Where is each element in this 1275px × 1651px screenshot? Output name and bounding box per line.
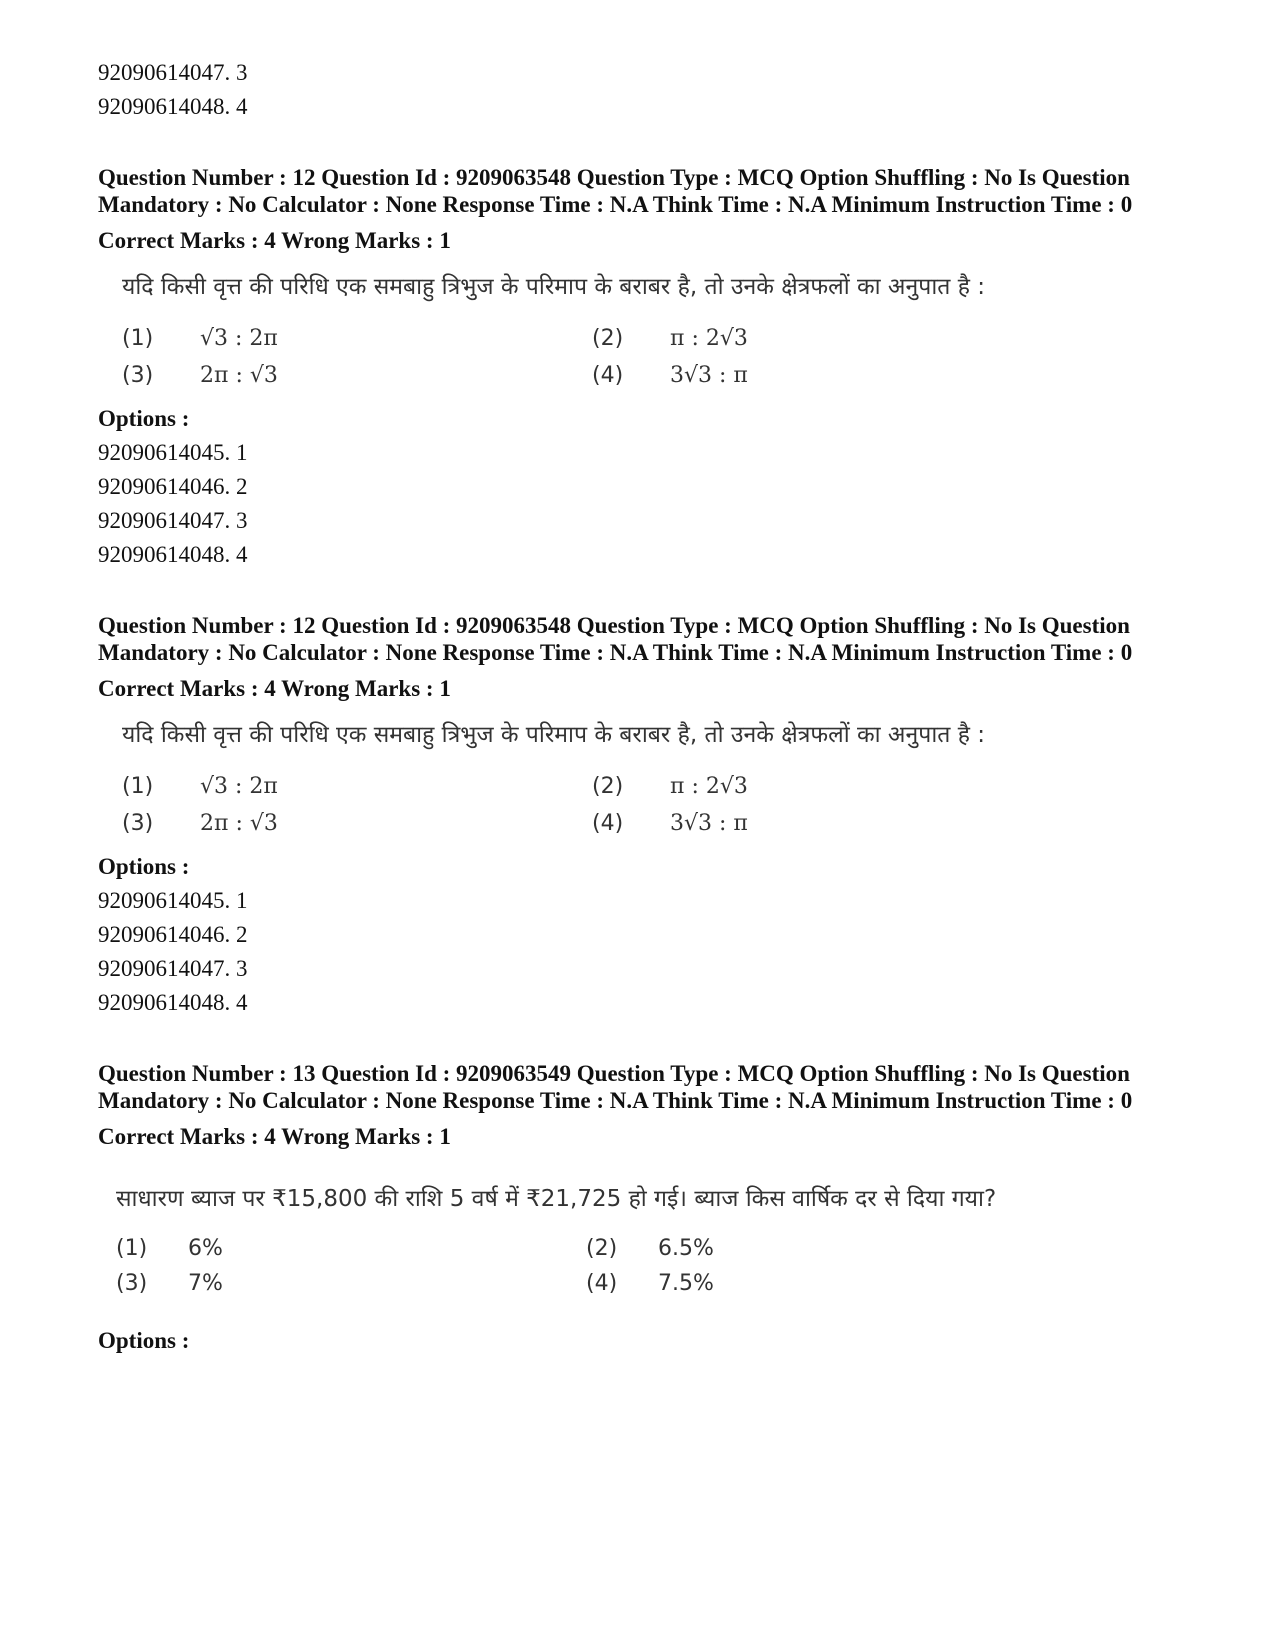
choice-value: 7% <box>188 1271 223 1296</box>
question-meta: Question Number : 12 Question Id : 9209063548 Question Type : MCQ Option Shuffling : No Is Question Mandatory : No Calculator : None Response Time : N.A Think Time : N.A Minimum Instruction Time : 0 <box>98 613 1133 665</box>
document-page <box>98 56 1188 1358</box>
option-line: 92090614047. 3 <box>98 60 248 85</box>
options-heading: Options : <box>98 854 190 879</box>
choices-grid <box>116 1236 1188 1296</box>
question-content <box>116 1182 1188 1296</box>
question-marks: Correct Marks : 4 Wrong Marks : 1 <box>98 676 451 701</box>
choice <box>122 363 592 388</box>
option-line: 92090614045. 1 <box>98 888 248 913</box>
question-meta: Question Number : 12 Question Id : 9209063548 Question Type : MCQ Option Shuffling : No Is Question Mandatory : No Calculator : None Response Time : N.A Think Time : N.A Minimum Instruction Time : 0 <box>98 165 1133 217</box>
choice-number: (2) <box>592 774 624 799</box>
choice-number: (4) <box>586 1271 618 1296</box>
choice-number: (3) <box>116 1271 148 1296</box>
options-heading: Options : <box>98 1328 190 1353</box>
choice-number: (4) <box>592 363 624 388</box>
question-marks: Correct Marks : 4 Wrong Marks : 1 <box>98 1124 451 1149</box>
choice-value: √3 : 2π <box>200 774 278 799</box>
choice-value: 3√3 : π <box>670 363 748 388</box>
choice <box>586 1236 986 1261</box>
option-line: 92090614048. 4 <box>98 542 248 567</box>
choice <box>122 326 592 351</box>
choice-number: (1) <box>116 1236 148 1261</box>
question-content <box>122 718 1188 836</box>
options-heading: Options : <box>98 406 190 431</box>
option-line: 92090614047. 3 <box>98 508 248 533</box>
question-block <box>98 164 1188 572</box>
question-text: यदि किसी वृत्त की परिधि एक समबाहु त्रिभुज के परिमाप के बराबर है, तो उनके क्षेत्रफलों का अनुपात है : <box>122 274 985 300</box>
choice <box>592 774 992 799</box>
choice-value: π : 2√3 <box>670 326 748 351</box>
choice <box>586 1271 986 1296</box>
choices-grid <box>122 774 1188 836</box>
choice-value: √3 : 2π <box>200 326 278 351</box>
question-block <box>98 1060 1188 1358</box>
choice-value: 3√3 : π <box>670 811 748 836</box>
choice-number: (2) <box>586 1236 618 1261</box>
choice <box>122 811 592 836</box>
option-line: 92090614046. 2 <box>98 474 248 499</box>
choice <box>592 363 992 388</box>
choice-value: 6% <box>188 1236 223 1261</box>
choice-value: 2π : √3 <box>200 363 278 388</box>
choice-number: (3) <box>122 363 154 388</box>
choice-number: (4) <box>592 811 624 836</box>
options-list <box>98 56 1188 124</box>
choice-number: (1) <box>122 774 154 799</box>
choice-value: 2π : √3 <box>200 811 278 836</box>
choice-value: 7.5% <box>658 1271 714 1296</box>
question-marks: Correct Marks : 4 Wrong Marks : 1 <box>98 228 451 253</box>
question-meta: Question Number : 13 Question Id : 9209063549 Question Type : MCQ Option Shuffling : No Is Question Mandatory : No Calculator : None Response Time : N.A Think Time : N.A Minimum Instruction Time : 0 <box>98 1061 1133 1113</box>
choice <box>116 1236 586 1261</box>
question-block <box>98 612 1188 1020</box>
choice-value: 6.5% <box>658 1236 714 1261</box>
options-list <box>98 436 1188 572</box>
option-line: 92090614048. 4 <box>98 94 248 119</box>
question-text: साधारण ब्याज पर ₹15,800 की राशि 5 वर्ष में ₹21,725 हो गई। ब्याज किस वार्षिक दर से दिया गया? <box>116 1186 997 1212</box>
choice-number: (2) <box>592 326 624 351</box>
choices-grid <box>122 326 1188 388</box>
choice <box>592 326 992 351</box>
choice-number: (3) <box>122 811 154 836</box>
choice <box>592 811 992 836</box>
question-text: यदि किसी वृत्त की परिधि एक समबाहु त्रिभुज के परिमाप के बराबर है, तो उनके क्षेत्रफलों का अनुपात है : <box>122 722 985 748</box>
option-line: 92090614046. 2 <box>98 922 248 947</box>
question-content <box>122 270 1188 388</box>
choice-number: (1) <box>122 326 154 351</box>
option-line: 92090614048. 4 <box>98 990 248 1015</box>
choice <box>122 774 592 799</box>
option-line: 92090614045. 1 <box>98 440 248 465</box>
options-list <box>98 884 1188 1020</box>
choice <box>116 1271 586 1296</box>
choice-value: π : 2√3 <box>670 774 748 799</box>
option-line: 92090614047. 3 <box>98 956 248 981</box>
